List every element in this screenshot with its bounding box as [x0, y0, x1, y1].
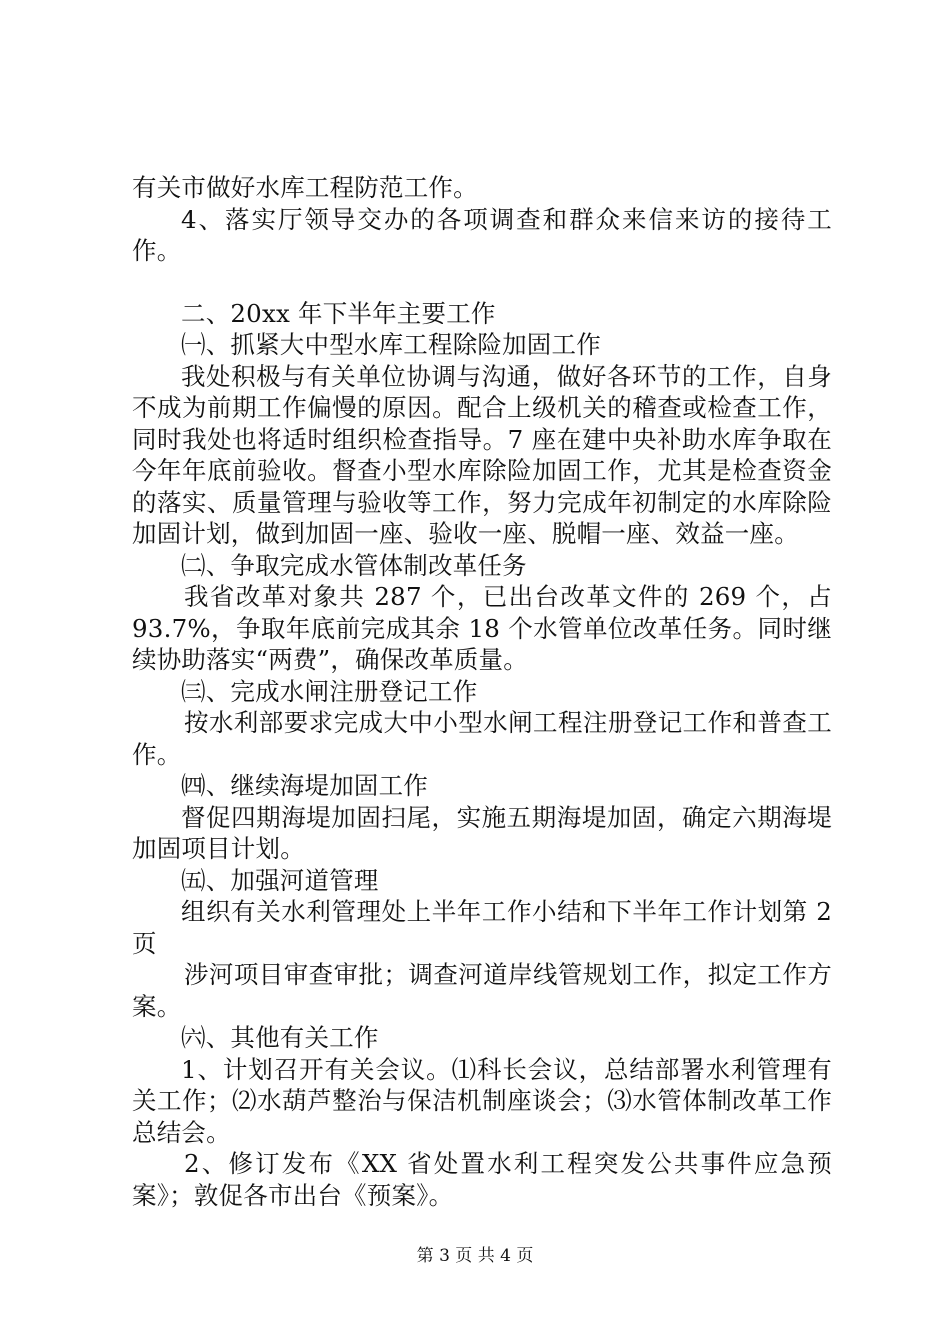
paragraph-river-1: 组织有关水利管理处上半年工作小结和下半年工作计划第 2 页 [132, 897, 832, 958]
paragraph-spacer [132, 267, 832, 298]
paragraph-river-2: 涉河项目审查审批；调查河道岸线管规划工作，拟定工作方案。 [132, 960, 832, 1021]
paragraph-plan: 2、修订发布《XX 省处置水利工程突发公共事件应急预案》；敦促各市出台《预案》。 [132, 1149, 832, 1210]
section-heading-2: 二、20xx 年下半年主要工作 [181, 298, 496, 328]
page-footer: 第 3 页 共 4 页 [416, 1246, 534, 1266]
paragraph-seawall: 督促四期海堤加固扫尾，实施五期海堤加固，确定六期海堤加固项目计划。 [132, 802, 832, 863]
paragraph-reservoir: 我处积极与有关单位协调与沟通，做好各环节的工作，自身不成为前期工作偏慢的原因。配合上级机关的稽查或检查工作，同时我处也将适时组织检查指导。7 座在建中央补助水库争取在今年年底前验收。督查小型水库除险加固工作，尤其是检查资金的落实、质量管理与验收等工作，努力完成年初制定的水库除险加固计划，做到加固一座、验收一座、脱帽一座、效益一座。 [132, 361, 832, 548]
subsection-heading-3: ㈢、完成水闸注册登记工作 [181, 676, 478, 706]
subsection-heading-2: ㈡、争取完成水管体制改革任务 [181, 550, 527, 580]
paragraph-1: 有关市做好水库工程防范工作。 [132, 173, 478, 202]
paragraph-reform: 我省改革对象共 287 个，已出台改革文件的 269 个，占 93.7%，争取年底前完成其余 18 个水管单位改革任务。同时继续协助落实“两费”，确保改革质量。 [132, 582, 832, 674]
subsection-heading-6: ㈥、其他有关工作 [181, 1023, 379, 1052]
subsection-heading-1: ㈠、抓紧大中型水库工程除险加固工作 [181, 330, 601, 359]
document-body [132, 172, 832, 1211]
paragraph-2: 4、落实厅领导交办的各项调查和群众来信来访的接待工作。 [132, 204, 832, 265]
subsection-heading-5: ㈤、加强河道管理 [181, 865, 379, 895]
paragraph-meetings: 1、计划召开有关会议。⑴科长会议，总结部署水利管理有关工作；⑵水葫芦整治与保洁机制座谈会；⑶水管体制改革工作总结会。 [132, 1054, 832, 1147]
subsection-heading-4: ㈣、继续海堤加固工作 [181, 771, 428, 800]
paragraph-sluice: 按水利部要求完成大中小型水闸工程注册登记工作和普查工作。 [132, 708, 832, 769]
